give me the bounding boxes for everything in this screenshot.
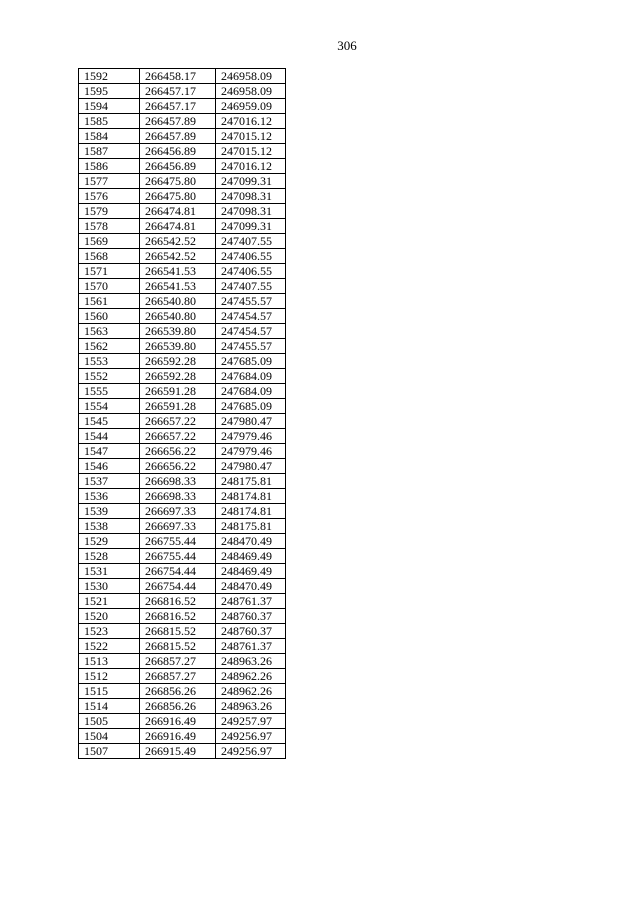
table-row	[79, 684, 286, 699]
point-number-cell: 1587	[79, 144, 140, 159]
y-coordinate-cell: 248174.81	[216, 504, 286, 519]
point-number-cell: 1529	[79, 534, 140, 549]
table-row	[79, 234, 286, 249]
y-coordinate-cell: 248760.37	[216, 609, 286, 624]
x-coordinate-cell: 266456.89	[140, 159, 216, 174]
y-coordinate-cell: 246959.09	[216, 99, 286, 114]
table-row	[79, 534, 286, 549]
y-coordinate-cell: 247979.46	[216, 429, 286, 444]
table-row	[79, 699, 286, 714]
x-coordinate-cell: 266475.80	[140, 189, 216, 204]
point-number-cell: 1512	[79, 669, 140, 684]
table-row	[79, 729, 286, 744]
point-number-cell: 1545	[79, 414, 140, 429]
table-row	[79, 384, 286, 399]
x-coordinate-cell: 266755.44	[140, 549, 216, 564]
point-number-cell: 1528	[79, 549, 140, 564]
table-row	[79, 579, 286, 594]
point-number-cell: 1546	[79, 459, 140, 474]
y-coordinate-cell: 248469.49	[216, 564, 286, 579]
point-number-cell: 1555	[79, 384, 140, 399]
table-row	[79, 264, 286, 279]
point-number-cell: 1563	[79, 324, 140, 339]
x-coordinate-cell: 266815.52	[140, 624, 216, 639]
y-coordinate-cell: 247685.09	[216, 399, 286, 414]
point-number-cell: 1561	[79, 294, 140, 309]
y-coordinate-cell: 247455.57	[216, 339, 286, 354]
point-number-cell: 1569	[79, 234, 140, 249]
x-coordinate-cell: 266458.17	[140, 69, 216, 84]
point-number-cell: 1537	[79, 474, 140, 489]
y-coordinate-cell: 248175.81	[216, 519, 286, 534]
x-coordinate-cell: 266754.44	[140, 564, 216, 579]
point-number-cell: 1505	[79, 714, 140, 729]
point-number-cell: 1530	[79, 579, 140, 594]
table-row	[79, 129, 286, 144]
table-row	[79, 354, 286, 369]
x-coordinate-cell: 266540.80	[140, 294, 216, 309]
y-coordinate-cell: 247407.55	[216, 234, 286, 249]
table-row	[79, 609, 286, 624]
table-row	[79, 624, 286, 639]
y-coordinate-cell: 247685.09	[216, 354, 286, 369]
y-coordinate-cell: 248469.49	[216, 549, 286, 564]
point-number-cell: 1568	[79, 249, 140, 264]
point-number-cell: 1547	[79, 444, 140, 459]
x-coordinate-cell: 266697.33	[140, 504, 216, 519]
table-row	[79, 549, 286, 564]
point-number-cell: 1521	[79, 594, 140, 609]
y-coordinate-cell: 247454.57	[216, 309, 286, 324]
point-number-cell: 1523	[79, 624, 140, 639]
table-row	[79, 174, 286, 189]
y-coordinate-cell: 247406.55	[216, 264, 286, 279]
x-coordinate-cell: 266916.49	[140, 714, 216, 729]
x-coordinate-cell: 266856.26	[140, 699, 216, 714]
x-coordinate-cell: 266541.53	[140, 279, 216, 294]
y-coordinate-cell: 248963.26	[216, 654, 286, 669]
y-coordinate-cell: 246958.09	[216, 69, 286, 84]
table-row	[79, 504, 286, 519]
table-row	[79, 564, 286, 579]
y-coordinate-cell: 248175.81	[216, 474, 286, 489]
table-row	[79, 474, 286, 489]
point-number-cell: 1594	[79, 99, 140, 114]
x-coordinate-cell: 266657.22	[140, 429, 216, 444]
table-row	[79, 144, 286, 159]
point-number-cell: 1584	[79, 129, 140, 144]
x-coordinate-cell: 266539.80	[140, 324, 216, 339]
table-row	[79, 489, 286, 504]
table-row	[79, 249, 286, 264]
y-coordinate-cell: 248470.49	[216, 534, 286, 549]
y-coordinate-cell: 247016.12	[216, 114, 286, 129]
point-number-cell: 1592	[79, 69, 140, 84]
table-row	[79, 294, 286, 309]
table-row	[79, 339, 286, 354]
table-row	[79, 429, 286, 444]
y-coordinate-cell: 247454.57	[216, 324, 286, 339]
point-number-cell: 1504	[79, 729, 140, 744]
table-row	[79, 114, 286, 129]
point-number-cell: 1531	[79, 564, 140, 579]
coordinates-table-body	[79, 69, 286, 759]
point-number-cell: 1585	[79, 114, 140, 129]
table-row	[79, 399, 286, 414]
point-number-cell: 1515	[79, 684, 140, 699]
x-coordinate-cell: 266457.89	[140, 114, 216, 129]
x-coordinate-cell: 266916.49	[140, 729, 216, 744]
table-row	[79, 519, 286, 534]
point-number-cell: 1544	[79, 429, 140, 444]
point-number-cell: 1514	[79, 699, 140, 714]
y-coordinate-cell: 247407.55	[216, 279, 286, 294]
y-coordinate-cell: 249256.97	[216, 744, 286, 759]
x-coordinate-cell: 266857.27	[140, 669, 216, 684]
point-number-cell: 1554	[79, 399, 140, 414]
y-coordinate-cell: 247684.09	[216, 384, 286, 399]
y-coordinate-cell: 247098.31	[216, 189, 286, 204]
table-row	[79, 324, 286, 339]
point-number-cell: 1513	[79, 654, 140, 669]
page-number: 306	[337, 38, 357, 53]
y-coordinate-cell: 247015.12	[216, 129, 286, 144]
y-coordinate-cell: 247980.47	[216, 414, 286, 429]
point-number-cell: 1507	[79, 744, 140, 759]
point-number-cell: 1552	[79, 369, 140, 384]
table-row	[79, 204, 286, 219]
y-coordinate-cell: 247980.47	[216, 459, 286, 474]
table-row	[79, 444, 286, 459]
x-coordinate-cell: 266474.81	[140, 219, 216, 234]
point-number-cell: 1553	[79, 354, 140, 369]
table-row	[79, 189, 286, 204]
table-row	[79, 309, 286, 324]
y-coordinate-cell: 248962.26	[216, 669, 286, 684]
x-coordinate-cell: 266456.89	[140, 144, 216, 159]
table-row	[79, 654, 286, 669]
x-coordinate-cell: 266542.52	[140, 249, 216, 264]
x-coordinate-cell: 266856.26	[140, 684, 216, 699]
x-coordinate-cell: 266542.52	[140, 234, 216, 249]
y-coordinate-cell: 248761.37	[216, 639, 286, 654]
point-number-cell: 1538	[79, 519, 140, 534]
x-coordinate-cell: 266539.80	[140, 339, 216, 354]
point-number-cell: 1560	[79, 309, 140, 324]
y-coordinate-cell: 248761.37	[216, 594, 286, 609]
x-coordinate-cell: 266457.17	[140, 99, 216, 114]
x-coordinate-cell: 266697.33	[140, 519, 216, 534]
point-number-cell: 1578	[79, 219, 140, 234]
y-coordinate-cell: 247016.12	[216, 159, 286, 174]
table-row	[79, 84, 286, 99]
table-row	[79, 369, 286, 384]
y-coordinate-cell: 246958.09	[216, 84, 286, 99]
point-number-cell: 1562	[79, 339, 140, 354]
point-number-cell: 1576	[79, 189, 140, 204]
table-row	[79, 219, 286, 234]
x-coordinate-cell: 266591.28	[140, 399, 216, 414]
point-number-cell: 1522	[79, 639, 140, 654]
y-coordinate-cell: 248963.26	[216, 699, 286, 714]
x-coordinate-cell: 266592.28	[140, 369, 216, 384]
x-coordinate-cell: 266591.28	[140, 384, 216, 399]
point-number-cell: 1577	[79, 174, 140, 189]
table-row	[79, 669, 286, 684]
x-coordinate-cell: 266754.44	[140, 579, 216, 594]
x-coordinate-cell: 266457.17	[140, 84, 216, 99]
table-row	[79, 279, 286, 294]
table-row	[79, 594, 286, 609]
table-row	[79, 744, 286, 759]
point-number-cell: 1586	[79, 159, 140, 174]
table-row	[79, 99, 286, 114]
point-number-cell: 1579	[79, 204, 140, 219]
x-coordinate-cell: 266816.52	[140, 609, 216, 624]
y-coordinate-cell: 247684.09	[216, 369, 286, 384]
y-coordinate-cell: 248760.37	[216, 624, 286, 639]
coordinates-table	[78, 68, 286, 759]
x-coordinate-cell: 266857.27	[140, 654, 216, 669]
table-row	[79, 69, 286, 84]
point-number-cell: 1570	[79, 279, 140, 294]
x-coordinate-cell: 266698.33	[140, 489, 216, 504]
y-coordinate-cell: 247015.12	[216, 144, 286, 159]
point-number-cell: 1536	[79, 489, 140, 504]
x-coordinate-cell: 266656.22	[140, 444, 216, 459]
y-coordinate-cell: 248470.49	[216, 579, 286, 594]
table-row	[79, 159, 286, 174]
x-coordinate-cell: 266815.52	[140, 639, 216, 654]
y-coordinate-cell: 247455.57	[216, 294, 286, 309]
y-coordinate-cell: 249256.97	[216, 729, 286, 744]
y-coordinate-cell: 247098.31	[216, 204, 286, 219]
y-coordinate-cell: 248962.26	[216, 684, 286, 699]
table-row	[79, 714, 286, 729]
y-coordinate-cell: 249257.97	[216, 714, 286, 729]
y-coordinate-cell: 247406.55	[216, 249, 286, 264]
x-coordinate-cell: 266592.28	[140, 354, 216, 369]
point-number-cell: 1520	[79, 609, 140, 624]
x-coordinate-cell: 266475.80	[140, 174, 216, 189]
x-coordinate-cell: 266657.22	[140, 414, 216, 429]
table-row	[79, 459, 286, 474]
y-coordinate-cell: 247979.46	[216, 444, 286, 459]
x-coordinate-cell: 266541.53	[140, 264, 216, 279]
x-coordinate-cell: 266656.22	[140, 459, 216, 474]
point-number-cell: 1571	[79, 264, 140, 279]
table-row	[79, 414, 286, 429]
point-number-cell: 1595	[79, 84, 140, 99]
x-coordinate-cell: 266457.89	[140, 129, 216, 144]
x-coordinate-cell: 266755.44	[140, 534, 216, 549]
x-coordinate-cell: 266915.49	[140, 744, 216, 759]
x-coordinate-cell: 266540.80	[140, 309, 216, 324]
x-coordinate-cell: 266474.81	[140, 204, 216, 219]
point-number-cell: 1539	[79, 504, 140, 519]
x-coordinate-cell: 266816.52	[140, 594, 216, 609]
y-coordinate-cell: 247099.31	[216, 219, 286, 234]
x-coordinate-cell: 266698.33	[140, 474, 216, 489]
table-row	[79, 639, 286, 654]
y-coordinate-cell: 247099.31	[216, 174, 286, 189]
y-coordinate-cell: 248174.81	[216, 489, 286, 504]
